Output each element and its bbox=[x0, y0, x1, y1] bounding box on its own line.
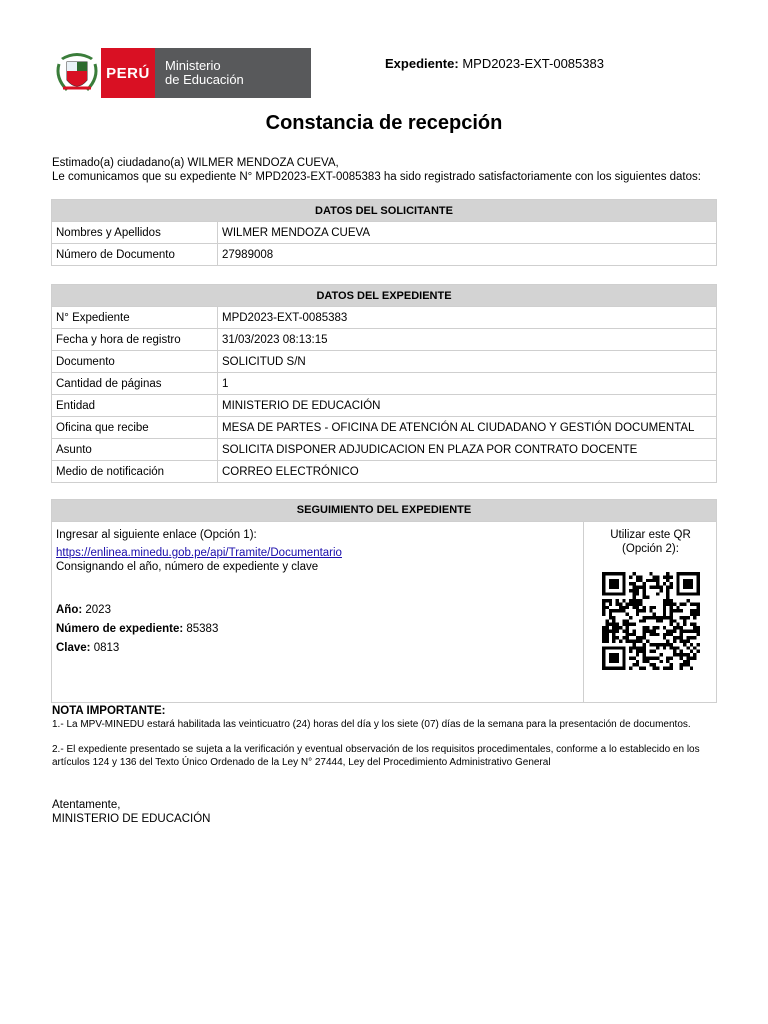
expediente-table bbox=[51, 284, 717, 483]
numero-field bbox=[56, 622, 579, 636]
clave-field bbox=[56, 641, 579, 655]
row-value: MINISTERIO DE EDUCACIÓN bbox=[218, 395, 717, 417]
row-value: CORREO ELECTRÓNICO bbox=[218, 461, 717, 483]
consignando-text: Consignando el año, número de expediente y clave bbox=[56, 561, 319, 573]
row-label: N° Expediente bbox=[52, 307, 218, 329]
table-row bbox=[52, 351, 717, 373]
table-row bbox=[52, 417, 717, 439]
row-value: 1 bbox=[218, 373, 717, 395]
seguimiento-option2 bbox=[585, 522, 716, 674]
option1-label: Ingresar al siguiente enlace (Opción 1): bbox=[56, 529, 257, 541]
logo-peru-box bbox=[101, 48, 155, 98]
header-expediente-label: Expediente: bbox=[385, 56, 459, 71]
clave-label: Clave: bbox=[56, 642, 91, 654]
table-row bbox=[52, 439, 717, 461]
closing-line1: Atentamente, bbox=[52, 799, 121, 811]
minedu-logo bbox=[53, 48, 311, 98]
table-row bbox=[52, 222, 717, 244]
row-value: SOLICITUD S/N bbox=[218, 351, 717, 373]
row-value: WILMER MENDOZA CUEVA bbox=[218, 222, 717, 244]
solicitante-table bbox=[51, 199, 717, 266]
intro-line2: Le comunicamos que su expediente N° MPD2023-EXT-0085383 ha sido registrado satisfactoriamente con los siguientes datos: bbox=[52, 171, 701, 183]
table-row bbox=[52, 373, 717, 395]
anio-label: Año: bbox=[56, 604, 83, 616]
table-row bbox=[52, 307, 717, 329]
row-label: Número de Documento bbox=[52, 244, 218, 266]
row-label: Medio de notificación bbox=[52, 461, 218, 483]
qr-line1: Utilizar este QR bbox=[610, 529, 691, 541]
logo-peru-text: PERÚ bbox=[106, 64, 150, 82]
solicitante-heading: DATOS DEL SOLICITANTE bbox=[52, 200, 717, 222]
peru-coat-of-arms-icon bbox=[53, 48, 101, 98]
qr-code-icon[interactable] bbox=[600, 572, 702, 670]
row-label: Fecha y hora de registro bbox=[52, 329, 218, 351]
tramite-link[interactable]: https://enlinea.minedu.gob.pe/api/Tramite/Documentario bbox=[56, 547, 342, 559]
row-value: MPD2023-EXT-0085383 bbox=[218, 307, 717, 329]
page-title: Constancia de recepción bbox=[265, 112, 503, 134]
logo-ministerio-line1: Ministerio bbox=[165, 58, 221, 73]
seguimiento-heading: SEGUIMIENTO DEL EXPEDIENTE bbox=[52, 500, 716, 522]
header-expediente bbox=[385, 56, 604, 71]
row-label: Asunto bbox=[52, 439, 218, 461]
logo-ministerio-box bbox=[155, 48, 311, 98]
numero-label: Número de expediente: bbox=[56, 623, 184, 635]
row-label: Oficina que recibe bbox=[52, 417, 218, 439]
numero-value: 85383 bbox=[186, 623, 219, 635]
table-row bbox=[52, 329, 717, 351]
seguimiento-section bbox=[51, 499, 717, 703]
nota-title: NOTA IMPORTANTE: bbox=[52, 705, 166, 717]
intro-text bbox=[52, 156, 701, 184]
seguimiento-option1 bbox=[52, 522, 584, 702]
row-label: Nombres y Apellidos bbox=[52, 222, 218, 244]
row-label: Entidad bbox=[52, 395, 218, 417]
anio-field bbox=[56, 603, 579, 617]
logo-ministerio-line2: de Educación bbox=[165, 72, 244, 87]
header-expediente-value: MPD2023-EXT-0085383 bbox=[462, 56, 604, 71]
clave-value: 0813 bbox=[93, 642, 120, 654]
closing-line2: MINISTERIO DE EDUCACIÓN bbox=[52, 813, 211, 825]
table-row bbox=[52, 244, 717, 266]
anio-value: 2023 bbox=[85, 604, 111, 616]
closing bbox=[52, 798, 210, 826]
nota-item2: 2.- El expediente presentado se sujeta a la verificación y eventual observación de los requisitos procedimentales, conforme a lo establecido en los artículos 124 y 136 del Texto Único Ordenado de la Ley N° 27444, Ley del Procedimiento Administrativo General bbox=[52, 744, 700, 768]
row-value: SOLICITA DISPONER ADJUDICACION EN PLAZA POR CONTRATO DOCENTE bbox=[218, 439, 717, 461]
table-row bbox=[52, 395, 717, 417]
expediente-heading: DATOS DEL EXPEDIENTE bbox=[52, 285, 717, 307]
row-value: MESA DE PARTES - OFICINA DE ATENCIÓN AL CIUDADANO Y GESTIÓN DOCUMENTAL bbox=[218, 417, 717, 439]
row-value: 31/03/2023 08:13:15 bbox=[218, 329, 717, 351]
row-label: Cantidad de páginas bbox=[52, 373, 218, 395]
nota-importante bbox=[52, 705, 722, 769]
table-row bbox=[52, 461, 717, 483]
intro-line1: Estimado(a) ciudadano(a) WILMER MENDOZA CUEVA, bbox=[52, 157, 339, 169]
nota-item1: 1.- La MPV-MINEDU estará habilitada las veinticuatro (24) horas del día y los siete (07) días de la semana para la presentación de documentos. bbox=[52, 719, 691, 730]
row-label: Documento bbox=[52, 351, 218, 373]
row-value: 27989008 bbox=[218, 244, 717, 266]
qr-line2: (Opción 2): bbox=[622, 543, 679, 555]
